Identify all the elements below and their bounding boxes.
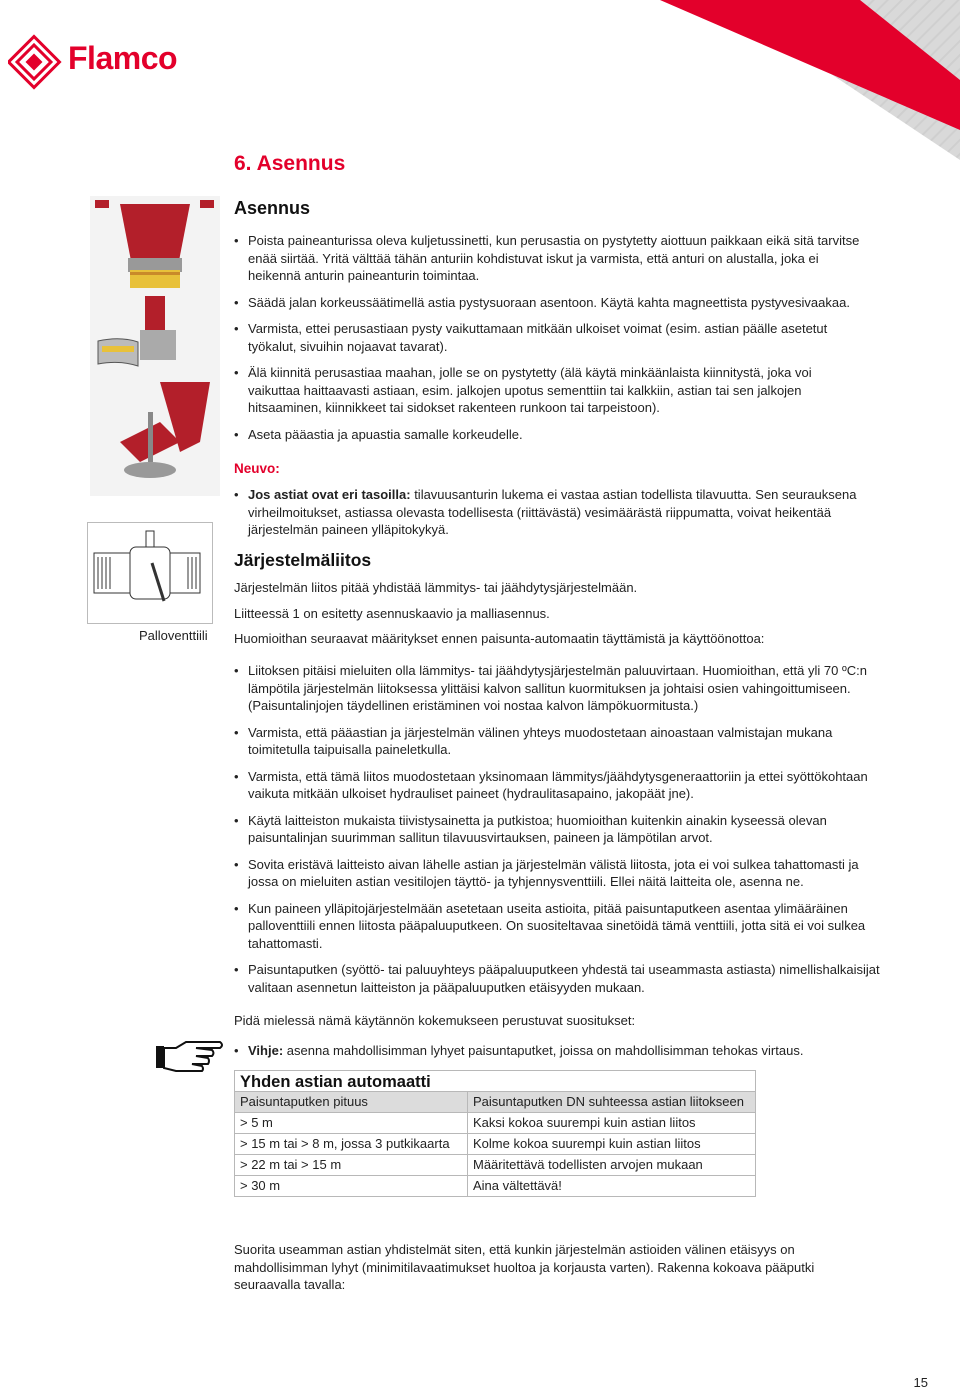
list-item [234, 1042, 882, 1060]
table-header-cell: Paisuntaputken pituus [235, 1092, 468, 1113]
ball-valve-figure [87, 522, 213, 624]
sensor-photo-2 [90, 296, 220, 382]
neuvo-label: Neuvo: [234, 461, 280, 476]
neuvo-list [234, 486, 860, 548]
vihje-bold-lead: Vihje: [248, 1043, 284, 1058]
paragraph: Järjestelmän liitos pitää yhdistää lämmitys- tai jäähdytysjärjestelmään. [234, 580, 638, 595]
list-item: • Varmista, ettei perusastiaan pysty vaikuttamaan mitkään ulkoiset voimat (esim. astian päälle asetetut työkalut, sivuihin nojaavat tavarat). [234, 320, 860, 355]
document-title-line2: ja käyttöohjekirja [470, 53, 634, 75]
table-cell: > 5 m [235, 1113, 468, 1134]
asennus-heading: Asennus [234, 198, 311, 218]
table-row [235, 1134, 756, 1155]
list-item: • Säädä jalan korkeussäätimellä astia pystysuoraan asentoon. Käytä kahta magneettista pystyvesivaakaa. [234, 294, 860, 312]
table-row [235, 1113, 756, 1134]
document-title-line1: Flexcon® M-K Asennus- [470, 32, 700, 54]
table-header-row [235, 1092, 756, 1113]
header-corner-graphic [660, 0, 960, 160]
foot-photo [90, 382, 220, 496]
table-row [235, 1176, 756, 1197]
list-item: • Varmista, että pääastian ja järjestelmän välinen yhteys muodostetaan ainoastaan valmistajan mukana toimitetulla taipuisalla paineletkulla. [234, 724, 882, 759]
installation-photos [90, 196, 220, 496]
jarjestelma-list [234, 662, 882, 1005]
list-item: • Paisuntaputken (syöttö- tai paluuyhteys pääpaluuputkeen yhdestä tai useammasta astiasta) nimellishalkaisijat valitaan asennetun laitteiston ja pääpaluuputken etäisyyden mukaan. [234, 961, 882, 996]
table-cell: > 22 m tai > 15 m [235, 1155, 468, 1176]
list-item: • Kun paineen ylläpitojärjestelmään asetetaan useita astioita, pitää paisuntaputkeen asentaa ylimääräinen palloventtiili ennen liitosta pääpaluuputkeen. On suositeltavaa sinetöidä tämä venttiili, jotta sitä ei voi sulkea tahattomasti. [234, 900, 882, 953]
table-caption: Yhden astian automaatti [235, 1071, 756, 1092]
list-item: • Sovita eristävä laitteisto aivan lähelle astian ja järjestelmän välistä liitosta, jota ei voi sulkea tahattomasti ja jossa on mieluiten astian vesitilojen täyttö- ja tyhjennysventtiili. Ellei näitä laitteita ole, asenna ne. [234, 856, 882, 891]
section-title: 6. Asennus [234, 152, 346, 175]
pointing-hand-icon [152, 1036, 224, 1076]
list-item: • Poista paineanturissa oleva kuljetussinetti, kun perusastia on pystytetty aiottuun paikkaan eikä sitä tarvitse enää siirtää. Yritä välttää tähän anturiin kohdistuvat iskut ja varmista, että anturi on alustalla, joka ei heikennä anturin paineanturin toimintaa. [234, 232, 860, 285]
list-item: • Liitoksen pitäisi mieluiten olla lämmitys- tai jäähdytysjärjestelmän paluuvirtaan. Huomioithan, että yli 70 ºC:n lämpötila järjestelmän liitoksessa ylittäisi kalvon sallitun kuormituksen ja johtaisi osien vahingoittumiseen. (Paisuntalinjojen täydellinen eristäminen voi nostaa kalvon lämpökuormitusta.) [234, 662, 882, 715]
jarjestelmaliitos-heading: Järjestelmäliitos [234, 550, 372, 570]
sensor-photo-1 [90, 196, 220, 296]
valve-caption: Palloventtiili [139, 628, 208, 643]
neuvo-bold-lead: Jos astiat ovat eri tasoilla: [248, 487, 411, 502]
table-cell: > 15 m tai > 8 m, jossa 3 putkikaarta [235, 1134, 468, 1155]
list-item: • Varmista, että tämä liitos muodostetaan yksinomaan lämmitys/jäähdytysgeneraattoriin ja ettei syöttökohtaan vaikuta mitkään ulkoiset hydrauliset paineet (hydraulitasapaino, jakopäät jne). [234, 768, 882, 803]
brand-name: Flamco [68, 40, 178, 76]
paragraph: Pidä mielessä nämä käytännön kokemukseen perustuvat suositukset: [234, 1013, 636, 1028]
list-item: • Käytä laitteiston mukaista tiivistysainetta ja putkistoa; huomioithan kuitenkin ainakin kyseessä olevan paisuntalinjan suurimman sallitun tilavuusvirtauksen, paineen ja lämpötilan arvot. [234, 812, 882, 847]
neuvo-text: tilavuusanturin lukema ei vastaa astian todellista tilavuutta. Sen seurauksena virheilmoitukset, astiassa olevasta todellisesta (riittävästä) vesimäärästä riippumatta, voivat heikentää järjestelmän paineen ylläpitokykyä. [248, 487, 857, 537]
list-item [234, 486, 860, 539]
vihje-list [234, 1042, 882, 1069]
table-cell: Määritettävä todellisten arvojen mukaan [468, 1155, 756, 1176]
list-item: • Aseta pääastia ja apuastia samalle korkeudelle. [234, 426, 860, 444]
paragraph: Huomioithan seuraavat määritykset ennen paisunta-automaatin täyttämistä ja käyttöönottoa: [234, 631, 765, 646]
asennus-list [234, 232, 860, 452]
table-cell: Kolme kokoa suurempi kuin astian liitos [468, 1134, 756, 1155]
paragraph: Suorita useamman astian yhdistelmät siten, että kunkin järjestelmän astioiden välinen etäisyys on mahdollisimman lyhyt (minimitilavaatimukset huoltoa ja korjausta varten). Rakenna kokoava pääputki seuraavalla tavalla: [234, 1242, 815, 1292]
table-cell: > 30 m [235, 1176, 468, 1197]
list-item: • Älä kiinnitä perusastiaa maahan, jolle se on pystytetty (älä käytä minkäänlaista kiinnitystä, joka voi vaikuttaa haittaavasti astiaan, esim. jalkojen upotus sementtiin tai kalkkiin, astian tai sen jalkojen hitsaaminen, kiinnikkeet tai sidokset rakenteen runkoon tai tarpeistoon). [234, 364, 860, 417]
paragraph: Liitteessä 1 on esitetty asennuskaavio ja malliasennus. [234, 606, 550, 621]
table-cell: Kaksi kokoa suurempi kuin astian liitos [468, 1113, 756, 1134]
page-number: 15 [913, 1375, 928, 1390]
table-row [235, 1155, 756, 1176]
vihje-text: asenna mahdollisimman lyhyet paisuntaputket, joissa on mahdollisimman tehokas virtaus. [283, 1043, 804, 1058]
table-cell: Aina vältettävä! [468, 1176, 756, 1197]
table-header-cell: Paisuntaputken DN suhteessa astian liitokseen [468, 1092, 756, 1113]
pipe-size-table [234, 1070, 756, 1197]
document-title [470, 33, 750, 75]
